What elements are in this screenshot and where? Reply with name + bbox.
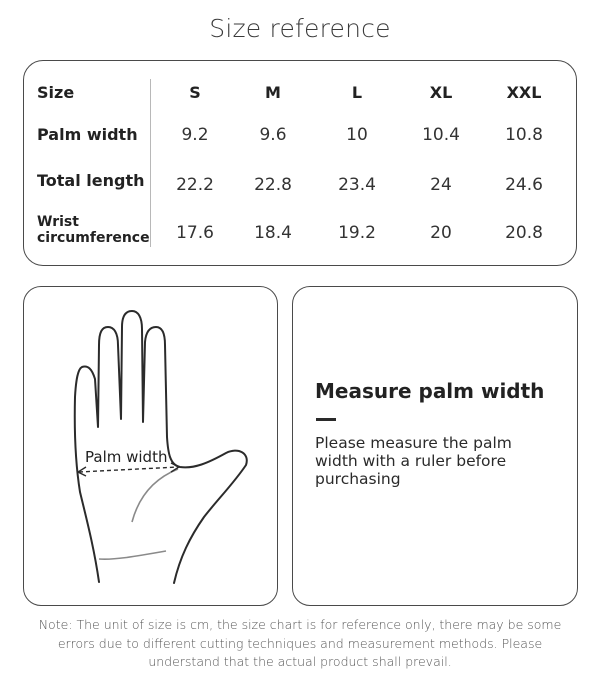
size-header-label: Size xyxy=(37,83,75,102)
palm-width-label: Palm width xyxy=(85,448,168,466)
hand-illustration-panel xyxy=(23,286,278,606)
size-l: L xyxy=(351,83,363,102)
note-line: understand that the actual product shall prevail. xyxy=(148,654,452,669)
table-cell: 22.2 xyxy=(176,175,214,195)
size-table xyxy=(23,60,577,266)
measure-title: Measure palm width xyxy=(315,379,545,403)
table-cell: 9.2 xyxy=(181,125,209,145)
desc-line: purchasing xyxy=(315,470,401,488)
table-cell: 10 xyxy=(346,125,368,145)
table-cell: 10.4 xyxy=(422,125,460,145)
hand-outline xyxy=(75,311,247,583)
wrist-crease xyxy=(99,551,166,559)
desc-line: Please measure the palm xyxy=(315,434,512,452)
row-label-palm-width: Palm width xyxy=(37,125,138,144)
table-header-row xyxy=(24,83,576,123)
table-row xyxy=(24,171,576,211)
table-cell: 19.2 xyxy=(338,223,376,243)
row-label-wrist-circumference xyxy=(37,214,150,246)
measure-panel xyxy=(292,286,578,606)
row-label-total-length: Total length xyxy=(37,171,145,190)
row-label-line: Wrist xyxy=(37,214,79,230)
measure-description xyxy=(315,434,555,488)
table-cell: 20.8 xyxy=(505,223,543,243)
table-cell: 23.4 xyxy=(338,175,376,195)
table-row xyxy=(24,214,576,254)
palm-width-arrow xyxy=(79,467,178,472)
size-s: S xyxy=(189,83,201,102)
size-xxl: XXL xyxy=(506,83,542,102)
hand-illustration xyxy=(24,287,279,607)
page-title: Size reference xyxy=(209,14,391,43)
table-cell: 24 xyxy=(430,175,452,195)
table-cell: 10.8 xyxy=(505,125,543,145)
thumb-crease xyxy=(132,469,178,522)
table-cell: 22.8 xyxy=(254,175,292,195)
table-cell: 9.6 xyxy=(259,125,287,145)
table-row xyxy=(24,125,576,165)
row-label-line: circumference xyxy=(37,230,150,246)
footnote xyxy=(20,616,580,672)
title-underline xyxy=(316,418,336,421)
note-line: errors due to different cutting techniques and measurement methods. Please xyxy=(57,635,543,651)
size-xl: XL xyxy=(429,83,453,102)
table-cell: 24.6 xyxy=(505,175,543,195)
table-cell: 20 xyxy=(430,223,452,243)
table-cell: 18.4 xyxy=(254,223,292,243)
table-cell: 17.6 xyxy=(176,223,214,243)
note-line: Note: The unit of size is cm, the size chart is for reference only, there may be some xyxy=(38,617,562,632)
size-m: M xyxy=(265,83,281,102)
desc-line: width with a ruler before xyxy=(315,452,507,470)
